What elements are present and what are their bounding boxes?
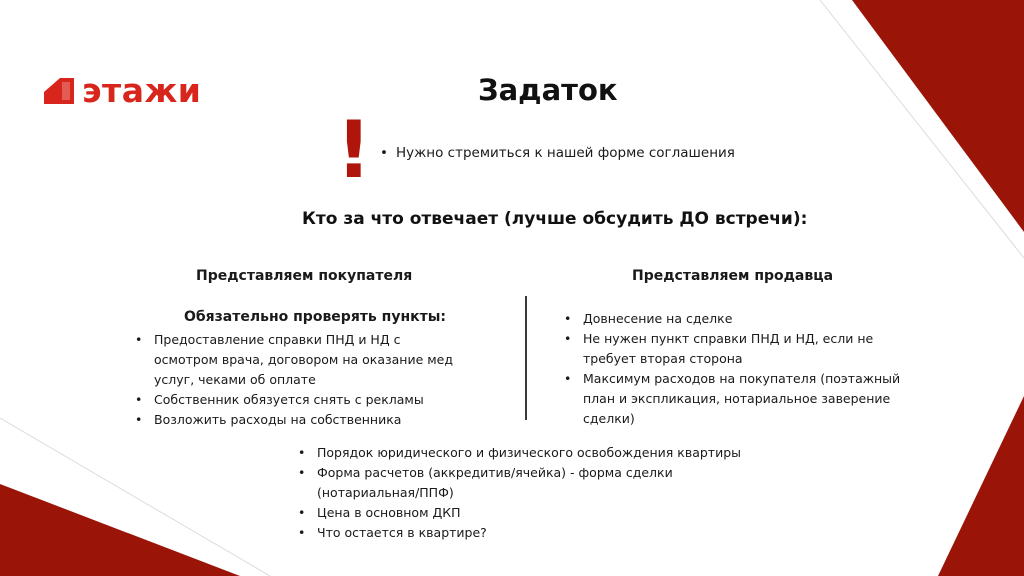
list-item: • Форма расчетов (аккредитив/ячейка) - форма сделки (нотариальная/ППФ): [298, 463, 778, 503]
note-bullet: [380, 145, 735, 161]
subtitle-rest: (лучше обсудить ДО встречи): [498, 209, 801, 229]
bullet-icon: •: [380, 145, 388, 161]
bottom-right-red-shape: [938, 396, 1024, 576]
column-divider: [525, 296, 527, 420]
top-right-red-shape: [852, 0, 1024, 232]
list-item: • Не нужен пункт справки ПНД и НД, если не требует вторая сторона: [564, 329, 904, 369]
brand-logo: [44, 71, 202, 110]
building-icon: [44, 78, 74, 104]
list-item: • Довнесение на сделке: [564, 309, 904, 329]
page-title: Задаток: [478, 73, 618, 107]
list-item: • Предоставление справки ПНД и НД с осмотром врача, договором на оказание мед услуг, чеками об оплате: [135, 330, 465, 390]
bottom-list: [298, 443, 778, 543]
list-item: • Порядок юридического и физического освобождения квартиры: [298, 443, 778, 463]
buyer-list: [135, 330, 465, 430]
bottom-left-red-shape: [0, 484, 240, 576]
responsibility-subtitle: [302, 209, 807, 229]
list-item: • Цена в основном ДКП: [298, 503, 778, 523]
list-item: • Собственник обязуется снять с рекламы: [135, 390, 465, 410]
list-item: • Возложить расходы на собственника: [135, 410, 465, 430]
brand-name: этажи: [82, 71, 202, 110]
buyer-heading: Представляем покупателя: [196, 268, 413, 284]
list-item: • Что остается в квартире?: [298, 523, 778, 543]
note-text: Нужно стремиться к нашей форме соглашения: [396, 145, 735, 161]
list-item: • Максимум расходов на покупателя (поэтажный план и экспликация, нотариальное заверение сделки): [564, 369, 904, 429]
seller-heading: Представляем продавца: [632, 268, 834, 284]
subtitle-colon: :: [800, 209, 808, 229]
exclamation-icon: !: [336, 106, 372, 196]
must-check-heading: Обязательно проверять пункты:: [184, 309, 446, 325]
subtitle-bold: Кто за что отвечает: [302, 209, 499, 229]
seller-list: [564, 309, 904, 429]
